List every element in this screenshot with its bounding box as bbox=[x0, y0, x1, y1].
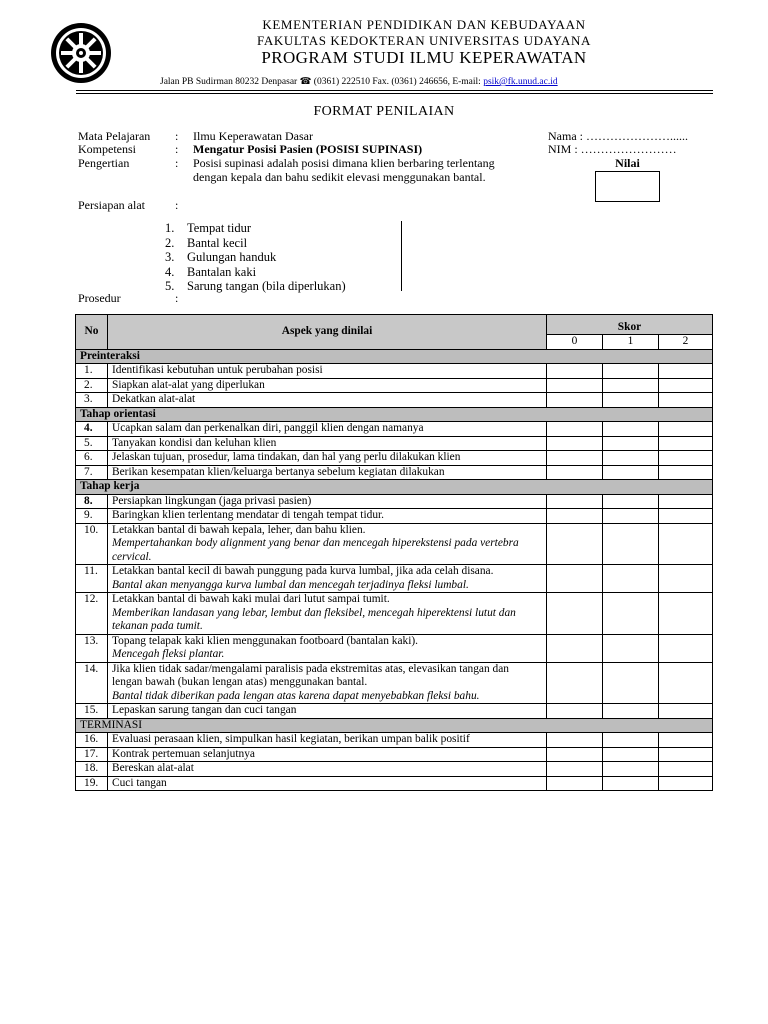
assessment-table bbox=[75, 314, 713, 791]
aspek-text: Letakkan bantal kecil di bawah punggung pada kurva lumbal, jika ada celah disana. bbox=[112, 565, 494, 577]
row-number: 1. bbox=[76, 364, 108, 379]
skor-cell-1[interactable] bbox=[603, 762, 659, 777]
aspek-rationale: Mempertahankan body alignment yang benar dan mencegah hiperekstensi pada vertebra cervical. bbox=[112, 537, 519, 563]
skor-cell-0[interactable] bbox=[547, 451, 603, 466]
aspek-text: Baringkan klien terlentang mendatar di tengah tempat tidur. bbox=[112, 509, 385, 521]
aspek-cell bbox=[108, 509, 547, 524]
table-row bbox=[76, 762, 713, 777]
aspek-cell bbox=[108, 523, 547, 565]
aspek-cell bbox=[108, 762, 547, 777]
alat-list bbox=[165, 221, 346, 294]
aspek-cell bbox=[108, 565, 547, 593]
aspek-text: Jika klien tidak sadar/mengalami paralisis pada ekstremitas atas, elevasikan tangan dan lengan bawah (bukan lengan atas) menggunakan bantal. bbox=[112, 662, 509, 688]
row-number: 10. bbox=[76, 523, 108, 565]
skor-cell-1[interactable] bbox=[603, 747, 659, 762]
skor-cell-0[interactable] bbox=[547, 593, 603, 635]
col-header-no: No bbox=[76, 315, 108, 350]
table-row bbox=[76, 436, 713, 451]
nim-field[interactable]: NIM : …………………… bbox=[548, 142, 677, 156]
colon: : bbox=[175, 142, 179, 156]
header-faculty: FAKULTAS KEDOKTERAN UNIVERSITAS UDAYANA bbox=[257, 33, 591, 48]
skor-cell-0[interactable] bbox=[547, 378, 603, 393]
nilai-input-box[interactable] bbox=[595, 171, 660, 202]
skor-cell-2[interactable] bbox=[659, 523, 713, 565]
row-number: 17. bbox=[76, 747, 108, 762]
table-row bbox=[76, 776, 713, 791]
skor-cell-2[interactable] bbox=[659, 451, 713, 466]
skor-cell-1[interactable] bbox=[603, 776, 659, 791]
skor-cell-0[interactable] bbox=[547, 494, 603, 509]
mata-pelajaran-label: Mata Pelajaran bbox=[78, 129, 151, 143]
aspek-cell bbox=[108, 662, 547, 704]
header-divider-thin bbox=[76, 93, 713, 94]
nilai-label: Nilai bbox=[615, 156, 640, 170]
row-number: 19. bbox=[76, 776, 108, 791]
skor-cell-0[interactable] bbox=[547, 662, 603, 704]
skor-cell-2[interactable] bbox=[659, 378, 713, 393]
skor-cell-1[interactable] bbox=[603, 451, 659, 466]
skor-cell-0[interactable] bbox=[547, 436, 603, 451]
aspek-rationale: Bantal tidak diberikan pada lengan atas karena dapat menyebabkan fleksi bahu. bbox=[112, 689, 480, 702]
skor-cell-2[interactable] bbox=[659, 704, 713, 719]
skor-cell-2[interactable] bbox=[659, 634, 713, 662]
table-row bbox=[76, 662, 713, 704]
aspek-cell bbox=[108, 704, 547, 719]
table-row bbox=[76, 747, 713, 762]
aspek-cell bbox=[108, 634, 547, 662]
row-number: 9. bbox=[76, 509, 108, 524]
skor-cell-0[interactable] bbox=[547, 733, 603, 748]
table-row bbox=[76, 451, 713, 466]
table-row bbox=[76, 523, 713, 565]
skor-cell-1[interactable] bbox=[603, 494, 659, 509]
aspek-text: Evaluasi perasaan klien, simpulkan hasil kegiatan, berikan umpan balik positif bbox=[112, 733, 470, 745]
aspek-cell bbox=[108, 733, 547, 748]
aspek-text: Tanyakan kondisi dan keluhan klien bbox=[112, 436, 277, 449]
skor-cell-0[interactable] bbox=[547, 465, 603, 480]
skor-cell-2[interactable] bbox=[659, 776, 713, 791]
table-row bbox=[76, 593, 713, 635]
address-text: Jalan PB Sudirman 80232 Denpasar ☎ (0361) 222510 Fax. (0361) 246656, E-mail: bbox=[160, 77, 484, 87]
list-item: 1. Tempat tidur bbox=[165, 221, 252, 235]
row-number: 18. bbox=[76, 762, 108, 777]
aspek-text: Identifikasi kebutuhan untuk perubahan posisi bbox=[112, 364, 323, 376]
list-item: 4. Bantalan kaki bbox=[165, 264, 257, 279]
persiapan-alat-label: Persiapan alat bbox=[78, 198, 145, 212]
aspek-text: Lepaskan sarung tangan dan cuci tangan bbox=[112, 704, 297, 716]
aspek-cell bbox=[108, 593, 547, 635]
col-header-aspek: Aspek yang dinilai bbox=[108, 315, 547, 350]
form-title: FORMAT PENILAIAN bbox=[313, 104, 455, 119]
row-number: 16. bbox=[76, 733, 108, 748]
skor-cell-2[interactable] bbox=[659, 662, 713, 704]
kompetensi-value: Mengatur Posisi Pasien (POSISI SUPINASI) bbox=[193, 142, 423, 156]
skor-cell-1[interactable] bbox=[603, 465, 659, 480]
kompetensi-label: Kompetensi bbox=[78, 142, 136, 156]
skor-2-header: 2 bbox=[659, 335, 713, 350]
aspek-rationale: Bantal akan menyangga kurva lumbal dan mencegah terjadinya fleksi lumbal. bbox=[112, 578, 469, 591]
section-title: Tahap kerja bbox=[76, 480, 713, 495]
skor-cell-1[interactable] bbox=[603, 593, 659, 635]
aspek-text: Dekatkan alat-alat bbox=[112, 393, 196, 405]
section-title: TERMINASI bbox=[76, 718, 713, 733]
skor-cell-1[interactable] bbox=[603, 523, 659, 565]
list-item: 3. Gulungan handuk bbox=[165, 250, 277, 265]
row-number: 2. bbox=[76, 378, 108, 393]
skor-cell-2[interactable] bbox=[659, 364, 713, 379]
col-header-skor: Skor bbox=[547, 315, 713, 335]
row-number: 13. bbox=[76, 634, 108, 662]
row-number: 7. bbox=[76, 465, 108, 480]
skor-cell-1[interactable] bbox=[603, 662, 659, 704]
row-number: 14. bbox=[76, 662, 108, 704]
prosedur-label: Prosedur bbox=[78, 291, 121, 305]
table-row bbox=[76, 509, 713, 524]
aspek-cell bbox=[108, 364, 547, 379]
table-row bbox=[76, 422, 713, 437]
skor-cell-2[interactable] bbox=[659, 393, 713, 408]
row-number: 12. bbox=[76, 593, 108, 635]
alat-divider-line bbox=[401, 221, 402, 291]
skor-cell-1[interactable] bbox=[603, 634, 659, 662]
skor-cell-2[interactable] bbox=[659, 593, 713, 635]
list-item: 2. Bantal kecil bbox=[165, 235, 248, 250]
section-row bbox=[76, 718, 713, 733]
colon: : bbox=[175, 156, 179, 170]
skor-cell-2[interactable] bbox=[659, 733, 713, 748]
skor-cell-1[interactable] bbox=[603, 378, 659, 393]
aspek-text: Ucapkan salam dan perkenalkan diri, panggil klien dengan namanya bbox=[112, 422, 424, 434]
colon: : bbox=[175, 291, 179, 305]
table-row bbox=[76, 364, 713, 379]
table-row bbox=[76, 634, 713, 662]
skor-cell-0[interactable] bbox=[547, 509, 603, 524]
list-item: 5. Sarung tangan (bila diperlukan) bbox=[165, 279, 346, 294]
skor-cell-1[interactable] bbox=[603, 422, 659, 437]
skor-cell-2[interactable] bbox=[659, 509, 713, 524]
row-number: 5. bbox=[76, 436, 108, 451]
row-number: 6. bbox=[76, 451, 108, 466]
aspek-rationale: Mencegah fleksi plantar. bbox=[112, 648, 225, 660]
skor-cell-1[interactable] bbox=[603, 704, 659, 719]
skor-cell-2[interactable] bbox=[659, 565, 713, 593]
pengertian-value: Posisi supinasi adalah posisi dimana klien berbaring terlentang dengan kepala dan bahu sedikit elevasi menggunakan bantal. bbox=[193, 156, 495, 184]
aspek-text: Berikan kesempatan klien/keluarga bertanya sebelum kegiatan dilakukan bbox=[112, 465, 445, 478]
aspek-text: Siapkan alat-alat yang diperlukan bbox=[112, 378, 265, 391]
header-program: PROGRAM STUDI ILMU KEPERAWATAN bbox=[261, 48, 587, 67]
skor-cell-0[interactable] bbox=[547, 523, 603, 565]
skor-cell-2[interactable] bbox=[659, 747, 713, 762]
aspek-cell bbox=[108, 494, 547, 509]
skor-cell-0[interactable] bbox=[547, 634, 603, 662]
section-row bbox=[76, 480, 713, 495]
row-number: 11. bbox=[76, 565, 108, 593]
skor-1-header: 1 bbox=[603, 335, 659, 350]
skor-cell-2[interactable] bbox=[659, 762, 713, 777]
skor-0-header: 0 bbox=[547, 335, 603, 350]
aspek-text: Kontrak pertemuan selanjutnya bbox=[112, 747, 255, 760]
aspek-text: Bereskan alat-alat bbox=[112, 762, 194, 774]
row-number: 3. bbox=[76, 393, 108, 408]
skor-cell-2[interactable] bbox=[659, 422, 713, 437]
skor-cell-1[interactable] bbox=[603, 393, 659, 408]
header-ministry: KEMENTERIAN PENDIDIKAN DAN KEBUDAYAAN bbox=[262, 17, 586, 32]
skor-cell-0[interactable] bbox=[547, 776, 603, 791]
header-divider bbox=[76, 90, 713, 91]
aspek-cell bbox=[108, 451, 547, 466]
skor-cell-0[interactable] bbox=[547, 747, 603, 762]
aspek-text: Topang telapak kaki klien menggunakan footboard (bantalan kaki). bbox=[112, 634, 419, 647]
skor-cell-2[interactable] bbox=[659, 436, 713, 451]
table-row bbox=[76, 733, 713, 748]
row-number: 4. bbox=[76, 422, 108, 437]
skor-cell-1[interactable] bbox=[603, 436, 659, 451]
skor-cell-0[interactable] bbox=[547, 422, 603, 437]
skor-cell-2[interactable] bbox=[659, 465, 713, 480]
skor-cell-1[interactable] bbox=[603, 733, 659, 748]
aspek-text: Persiapkan lingkungan (jaga privasi pasien) bbox=[112, 494, 312, 507]
skor-cell-0[interactable] bbox=[547, 393, 603, 408]
colon: : bbox=[175, 129, 179, 143]
aspek-cell bbox=[108, 776, 547, 791]
aspek-text: Cuci tangan bbox=[112, 776, 167, 789]
table-row bbox=[76, 494, 713, 509]
skor-cell-0[interactable] bbox=[547, 762, 603, 777]
table-body bbox=[76, 349, 713, 791]
table-row bbox=[76, 704, 713, 719]
header-address bbox=[160, 76, 558, 87]
skor-cell-2[interactable] bbox=[659, 494, 713, 509]
table-row bbox=[76, 465, 713, 480]
aspek-cell bbox=[108, 465, 547, 480]
section-row bbox=[76, 349, 713, 364]
aspek-cell bbox=[108, 747, 547, 762]
pengertian-label: Pengertian bbox=[78, 156, 130, 170]
skor-cell-0[interactable] bbox=[547, 704, 603, 719]
section-row bbox=[76, 407, 713, 422]
aspek-cell bbox=[108, 422, 547, 437]
aspek-text: Jelaskan tujuan, prosedur, lama tindakan, dan hal yang perlu dilakukan klien bbox=[112, 451, 461, 463]
skor-cell-1[interactable] bbox=[603, 565, 659, 593]
section-title: Preinteraksi bbox=[76, 349, 713, 364]
aspek-text: Letakkan bantal di bawah kaki mulai dari lutut sampai tumit. bbox=[112, 593, 390, 605]
section-title: Tahap orientasi bbox=[76, 407, 713, 422]
row-number: 15. bbox=[76, 704, 108, 719]
row-number: 8. bbox=[76, 494, 108, 509]
table-row bbox=[76, 378, 713, 393]
aspek-cell bbox=[108, 378, 547, 393]
aspek-text: Letakkan bantal di bawah kepala, leher, dan bahu klien. bbox=[112, 523, 366, 536]
skor-cell-0[interactable] bbox=[547, 565, 603, 593]
aspek-cell bbox=[108, 436, 547, 451]
table-row bbox=[76, 565, 713, 593]
aspek-rationale: Memberikan landasan yang lebar, lembut dan fleksibel, mencegah hiperektensi lutut dan tekanan pada tumit. bbox=[112, 606, 516, 632]
skor-cell-1[interactable] bbox=[603, 509, 659, 524]
skor-cell-0[interactable] bbox=[547, 364, 603, 379]
aspek-cell bbox=[108, 393, 547, 408]
colon: : bbox=[175, 198, 179, 212]
mata-pelajaran-value: Ilmu Keperawatan Dasar bbox=[193, 129, 313, 143]
table-row bbox=[76, 393, 713, 408]
email-link[interactable]: psik@fk.unud.ac.id bbox=[483, 77, 558, 87]
nama-field[interactable]: Nama : …………………...... bbox=[548, 129, 688, 143]
skor-cell-1[interactable] bbox=[603, 364, 659, 379]
